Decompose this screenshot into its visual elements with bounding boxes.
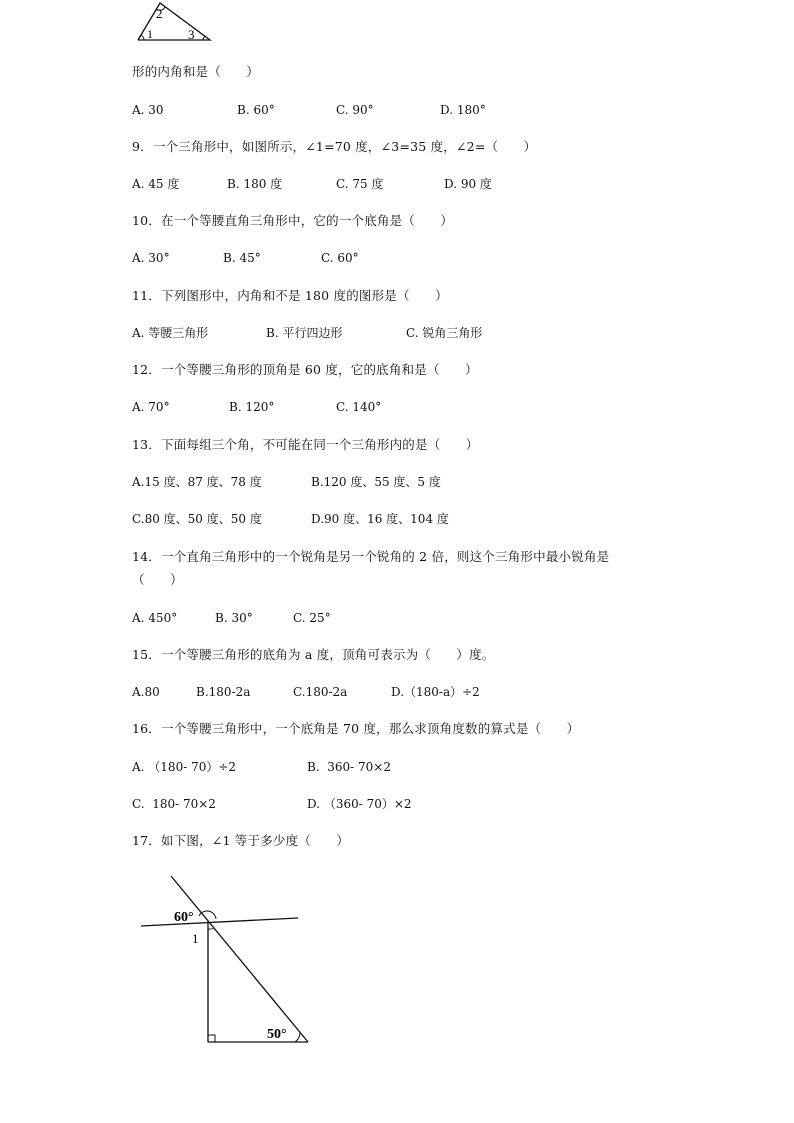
angle-label-2: 2 <box>156 6 163 21</box>
question-14-line-2: （ ） <box>132 572 183 587</box>
question-13: 13．下面每组三个角，不可能在同一个三角形内的是（ ） <box>132 437 479 452</box>
triangle-figure-top <box>130 0 220 46</box>
q16-option-a: A. （180- 70）÷2 <box>132 760 237 774</box>
q10-option-b: B. 45° <box>223 251 261 265</box>
q16-option-b: B. 360- 70×2 <box>307 760 391 774</box>
question-16: 16．一个等腰三角形中，一个底角是 70 度，那么求顶角度数的算式是（ ） <box>132 721 580 736</box>
q15-option-b: B.180-2a <box>196 685 251 699</box>
q13-option-a: A.15 度、87 度、78 度 <box>132 475 262 489</box>
q16-option-c: C. 180- 70×2 <box>132 797 216 811</box>
q12-option-b: B. 120° <box>229 400 275 414</box>
q11-option-a: A. 等腰三角形 <box>132 326 209 340</box>
q9-option-a: A. 45 度 <box>132 177 180 191</box>
q12-option-a: A. 70° <box>132 400 170 414</box>
question-9: 9．一个三角形中，如图所示，∠1=70 度，∠3=35 度，∠2=（ ） <box>132 139 537 154</box>
q11-option-b: B. 平行四边形 <box>266 326 343 340</box>
triangle-figure-bottom <box>135 872 315 1052</box>
angle-50-label: 50° <box>267 1027 287 1042</box>
question-17: 17．如下图，∠1 等于多少度（ ） <box>132 833 350 848</box>
angle-60-label: 60° <box>174 910 194 925</box>
question-10: 10．在一个等腰直角三角形中，它的一个底角是（ ） <box>132 213 454 228</box>
q14-option-b: B. 30° <box>215 611 253 625</box>
q15-option-a: A.80 <box>132 685 160 699</box>
q8-option-a: A. 30 <box>132 103 164 117</box>
q12-option-c: C. 140° <box>336 400 382 414</box>
q15-option-c: C.180-2a <box>293 685 348 699</box>
angle-1-label: 1 <box>192 931 199 946</box>
question-8-tail: 形的内角和是（ ） <box>132 64 260 79</box>
q15-option-d: D.（180-a）÷2 <box>391 685 480 699</box>
q13-option-c: C.80 度、50 度、50 度 <box>132 512 262 526</box>
q8-option-c: C. 90° <box>336 103 374 117</box>
question-14-line-1: 14．一个直角三角形中的一个锐角是另一个锐角的 2 倍，则这个三角形中最小锐角是 <box>132 549 610 564</box>
q9-option-d: D. 90 度 <box>444 177 492 191</box>
q14-option-a: A. 450° <box>132 611 178 625</box>
q8-option-b: B. 60° <box>237 103 275 117</box>
q13-option-b: B.120 度、55 度、5 度 <box>311 475 441 489</box>
q8-option-d: D. 180° <box>440 103 486 117</box>
q9-option-b: B. 180 度 <box>227 177 283 191</box>
q11-option-c: C. 锐角三角形 <box>406 326 483 340</box>
question-11: 11．下列图形中，内角和不是 180 度的图形是（ ） <box>132 288 448 303</box>
q10-option-a: A. 30° <box>132 251 170 265</box>
q16-option-d: D. （360- 70）×2 <box>307 797 412 811</box>
angle-label-3: 3 <box>188 27 195 42</box>
q13-option-d: D.90 度、16 度、104 度 <box>311 512 449 526</box>
angle-label-1: 1 <box>147 27 153 41</box>
q9-option-c: C. 75 度 <box>336 177 384 191</box>
question-12: 12．一个等腰三角形的顶角是 60 度，它的底角和是（ ） <box>132 362 478 377</box>
question-15: 15．一个等腰三角形的底角为 a 度，顶角可表示为（ ）度。 <box>132 647 495 662</box>
q10-option-c: C. 60° <box>321 251 359 265</box>
q14-option-c: C. 25° <box>293 611 331 625</box>
